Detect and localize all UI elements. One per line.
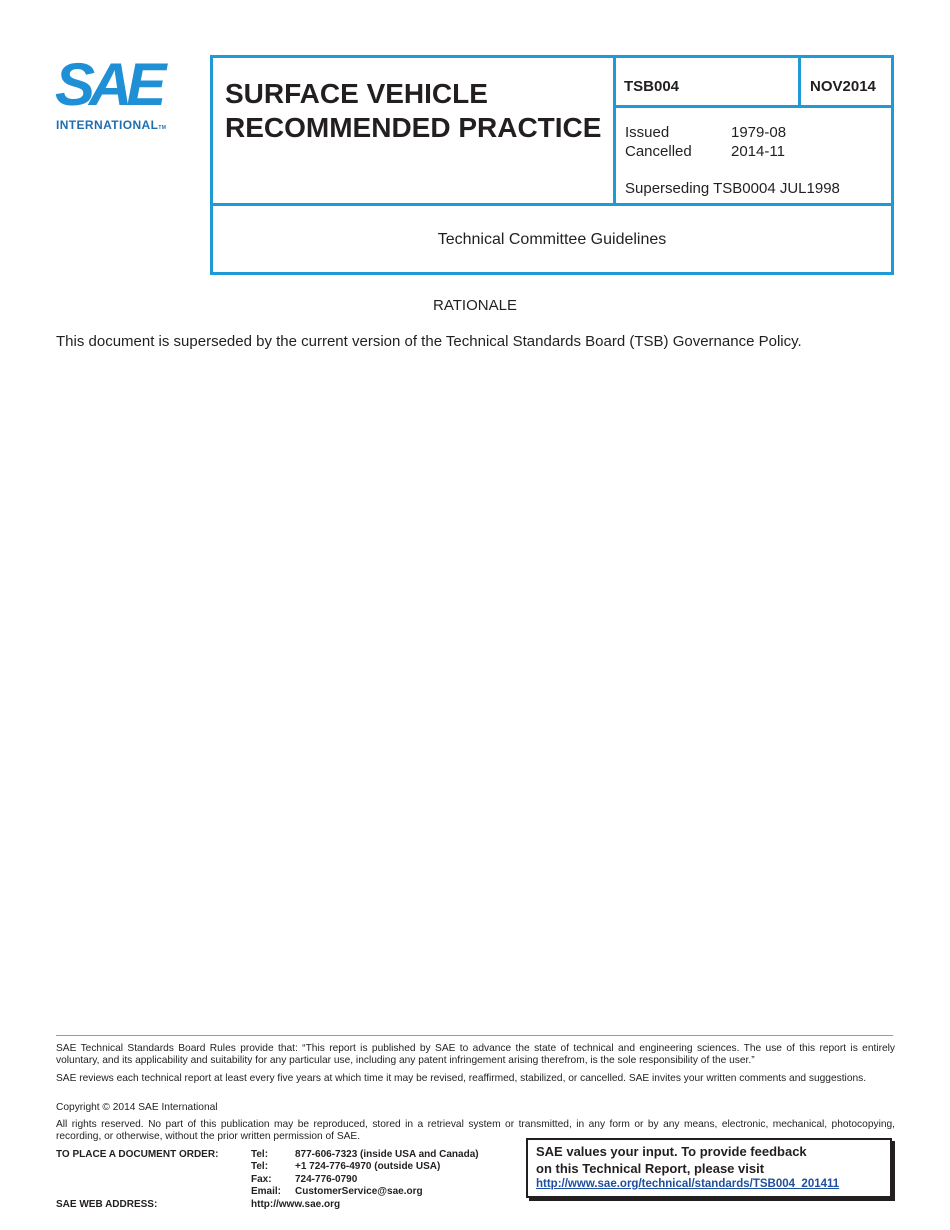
order-label: TO PLACE A DOCUMENT ORDER: <box>56 1149 219 1160</box>
sae-logo <box>55 51 180 135</box>
issue-info-cell <box>616 108 891 203</box>
feedback-line-2: on this Technical Report, please visit <box>536 1161 765 1176</box>
title-line-1: SURFACE VEHICLE <box>225 78 488 109</box>
logo-subtitle: INTERNATIONALTM <box>56 118 167 132</box>
contact-value: +1 724-776-4970 (outside USA) <box>295 1161 441 1172</box>
logo-tm: TM <box>158 125 167 131</box>
doc-title: Technical Committee Guidelines <box>437 231 667 248</box>
document-type-title <box>225 77 601 145</box>
contact-tel-domestic <box>251 1149 479 1160</box>
issued-label: Issued <box>625 124 670 141</box>
doc-date: NOV2014 <box>810 78 876 95</box>
header-title-cell <box>213 58 616 203</box>
footer-rules-paragraph: SAE Technical Standards Board Rules provide that: “This report is published by SAE to advance the state of technical and engineering sciences. The use of this report is entirely voluntary, and its applicability and suitability for any particular use, including any patent infringement arising therefrom, is the sole responsibility of the user.” <box>56 1043 895 1066</box>
issued-value: 1979-08 <box>731 124 787 141</box>
contact-label: Tel: <box>251 1161 269 1172</box>
superseding-note: Superseding TSB0004 JUL1998 <box>625 180 840 197</box>
footer-rights-paragraph: All rights reserved. No part of this publication may be reproduced, stored in a retrieval system or transmitted, in any form or by any means, electronic, mechanical, photocopying, recording, or otherwise, without the prior written permission of SAE. <box>56 1119 895 1142</box>
doc-date-cell <box>801 58 891 108</box>
footer-review-paragraph: SAE reviews each technical report at least every five years at which time it may be revised, reaffirmed, stabilized, or cancelled. SAE invites your written comments and suggestions. <box>56 1073 867 1084</box>
contact-value: 724-776-0790 <box>295 1174 358 1185</box>
logo-wordmark: SAE <box>55 51 161 118</box>
contact-value: 877-606-7323 (inside USA and Canada) <box>295 1149 479 1160</box>
footer-divider <box>56 1035 893 1036</box>
cancelled-row <box>625 143 785 160</box>
contact-label: Tel: <box>251 1149 269 1160</box>
document-header <box>210 55 894 275</box>
feedback-link[interactable]: http://www.sae.org/technical/standards/TSB004_201411 <box>536 1178 840 1190</box>
contact-fax <box>251 1174 357 1185</box>
doc-number: TSB004 <box>624 78 680 95</box>
doc-title-cell <box>213 203 891 272</box>
cancelled-label: Cancelled <box>625 143 692 160</box>
contact-tel-international <box>251 1161 440 1172</box>
feedback-line-1: SAE values your input. To provide feedback <box>536 1144 807 1159</box>
cancelled-value: 2014-11 <box>731 143 785 160</box>
feedback-box <box>526 1138 892 1198</box>
title-line-2: RECOMMENDED PRACTICE <box>225 112 602 143</box>
rationale-heading: RATIONALE <box>433 297 517 314</box>
contact-email <box>251 1186 423 1197</box>
contact-label: Fax: <box>251 1174 272 1185</box>
contact-value: CustomerService@sae.org <box>295 1186 423 1197</box>
web-address-link[interactable]: http://www.sae.org <box>251 1199 341 1210</box>
web-address-label: SAE WEB ADDRESS: <box>56 1199 158 1210</box>
footer-copyright: Copyright © 2014 SAE International <box>56 1102 218 1113</box>
issued-row <box>625 124 786 141</box>
rationale-body: This document is superseded by the current version of the Technical Standards Board (TSB) Governance Policy. <box>56 333 802 350</box>
contact-label: Email: <box>251 1186 282 1197</box>
doc-number-cell <box>616 58 801 108</box>
